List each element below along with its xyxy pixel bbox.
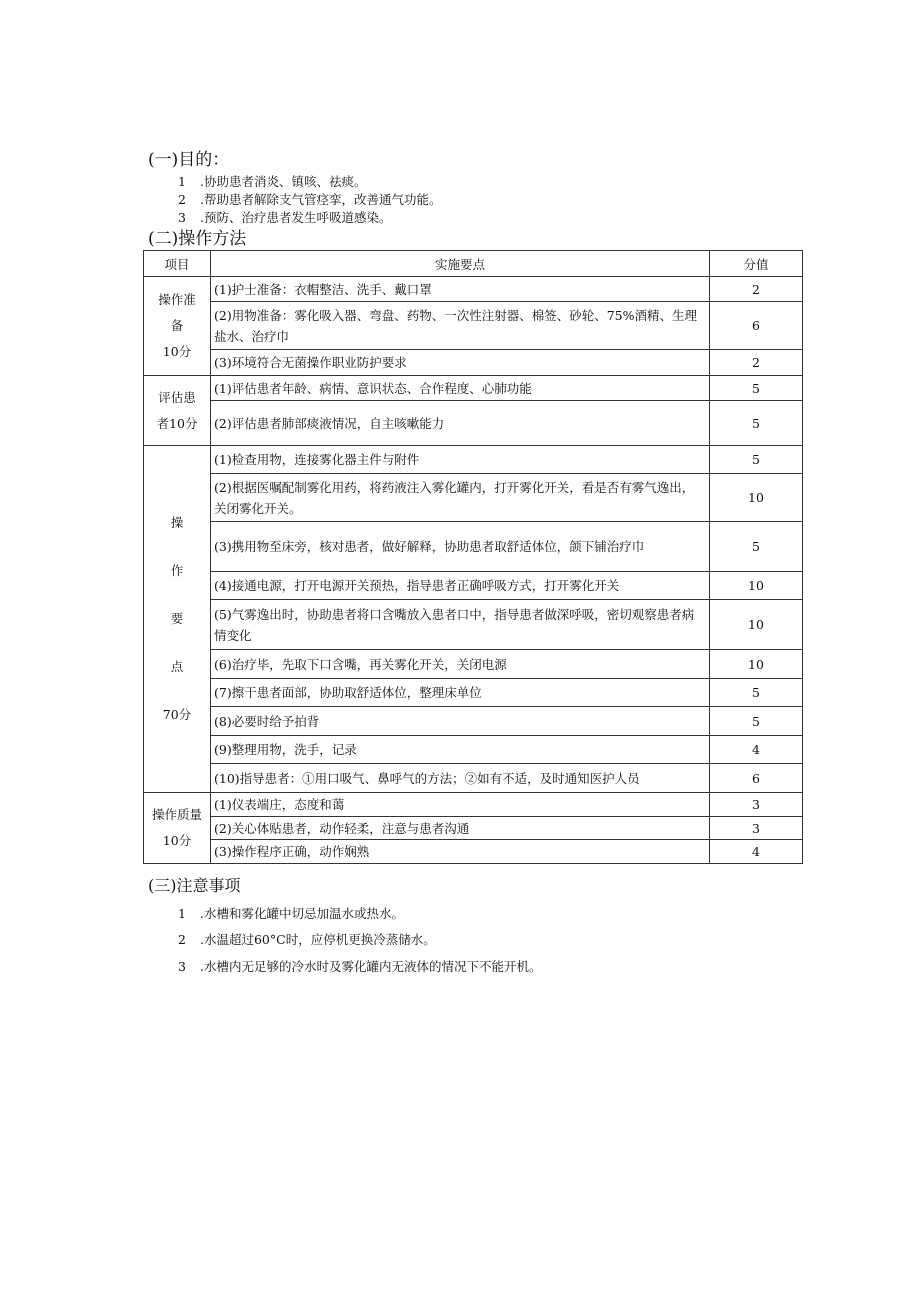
- table-row: [144, 764, 803, 793]
- table-row: [144, 793, 803, 817]
- row-text: (1)评估患者年龄、病情、意识状态、合作程度、心肺功能: [211, 376, 710, 401]
- table-row: [144, 376, 803, 401]
- row-score: 3: [710, 793, 803, 817]
- group-label-quality: 操作质量 10分: [144, 793, 211, 864]
- row-score: 3: [710, 817, 803, 840]
- row-text: (2)用物准备：雾化吸入器、弯盘、药物、一次性注射器、棉签、砂轮、75%酒精、生理盐水、治疗巾: [211, 302, 710, 350]
- table-row: [144, 401, 803, 446]
- row-score: 10: [710, 600, 803, 650]
- row-score: 5: [710, 679, 803, 707]
- header-item: 项目: [144, 251, 211, 277]
- header-points: 实施要点: [211, 251, 710, 277]
- row-text: (1)检查用物，连接雾化器主件与附件: [211, 446, 710, 474]
- row-text: (4)接通电源，打开电源开关预热，指导患者正确呼吸方式，打开雾化开关: [211, 572, 710, 600]
- row-text: (1)护士准备：衣帽整洁、洗手、戴口罩: [211, 277, 710, 302]
- table-row: [144, 840, 803, 864]
- section-method-title: (二)操作方法: [148, 229, 247, 249]
- row-text: (5)气雾逸出时，协助患者将口含嘴放入患者口中，指导患者做深呼吸，密切观察患者病情变化: [211, 600, 710, 650]
- row-text: (10)指导患者：①用口吸气、鼻呼气的方法；②如有不适，及时通知医护人员: [211, 764, 710, 793]
- row-score: 2: [710, 350, 803, 376]
- row-text: (8)必要时给予拍背: [211, 707, 710, 736]
- row-text: (3)环境符合无菌操作职业防护要求: [211, 350, 710, 376]
- row-score: 6: [710, 302, 803, 350]
- table-row: [144, 572, 803, 600]
- row-text: (7)擦干患者面部，协助取舒适体位，整理床单位: [211, 679, 710, 707]
- table-row: [144, 600, 803, 650]
- row-text: (6)治疗毕，先取下口含嘴，再关雾化开关，关闭电源: [211, 650, 710, 679]
- table-row: [144, 446, 803, 474]
- table-row: [144, 817, 803, 840]
- table-header-row: [144, 251, 803, 277]
- section-notes-title: (三)注意事项: [148, 876, 241, 895]
- table-row: [144, 350, 803, 376]
- row-text: (9)整理用物，洗手，记录: [211, 736, 710, 764]
- row-score: 5: [710, 401, 803, 446]
- row-score: 2: [710, 277, 803, 302]
- group-label-key-steps: 操 作 要 点 70分: [144, 446, 211, 793]
- purpose-item: 2 .帮助患者解除支气管痉挛，改善通气功能。: [178, 192, 442, 207]
- header-score: 分值: [710, 251, 803, 277]
- notes-item: 2 .水温超过60°C时，应停机更换冷蒸储水。: [178, 932, 436, 947]
- group-label-assessment: 评估患 者10分: [144, 376, 211, 446]
- table-row: [144, 474, 803, 522]
- row-score: 4: [710, 736, 803, 764]
- row-score: 10: [710, 572, 803, 600]
- group-label-preparation: 操作准 备 10分: [144, 277, 211, 376]
- row-score: 5: [710, 522, 803, 572]
- row-text: (2)根据医嘱配制雾化用药，将药液注入雾化罐内，打开雾化开关，看是否有雾气逸出，关闭雾化开关。: [211, 474, 710, 522]
- table-row: [144, 277, 803, 302]
- row-score: 5: [710, 446, 803, 474]
- purpose-item: 3 .预防、治疗患者发生呼吸道感染。: [178, 210, 392, 225]
- table-row: [144, 650, 803, 679]
- row-text: (3)操作程序正确，动作娴熟: [211, 840, 710, 864]
- section-purpose-title: (一)目的：: [148, 150, 230, 170]
- table-row: [144, 736, 803, 764]
- row-text: (2)关心体贴患者，动作轻柔，注意与患者沟通: [211, 817, 710, 840]
- row-text: (3)携用物至床旁，核对患者，做好解释，协助患者取舒适体位，颌下铺治疗巾: [211, 522, 710, 572]
- row-score: 5: [710, 376, 803, 401]
- notes-item: 1 .水槽和雾化罐中切忌加温水或热水。: [178, 906, 404, 921]
- row-score: 5: [710, 707, 803, 736]
- table-row: [144, 522, 803, 572]
- row-score: 10: [710, 474, 803, 522]
- notes-item: 3 .水槽内无足够的冷水时及雾化罐内无液体的情况下不能开机。: [178, 959, 542, 974]
- scoring-table: [143, 250, 803, 864]
- table-row: [144, 679, 803, 707]
- row-text: (2)评估患者肺部痰液情况，自主咳嗽能力: [211, 401, 710, 446]
- row-score: 4: [710, 840, 803, 864]
- table-row: [144, 302, 803, 350]
- row-text: (1)仪表端庄，态度和蔼: [211, 793, 710, 817]
- row-score: 10: [710, 650, 803, 679]
- table-row: [144, 707, 803, 736]
- purpose-item: 1 .协助患者消炎、镇咳、祛痰。: [178, 174, 367, 189]
- row-score: 6: [710, 764, 803, 793]
